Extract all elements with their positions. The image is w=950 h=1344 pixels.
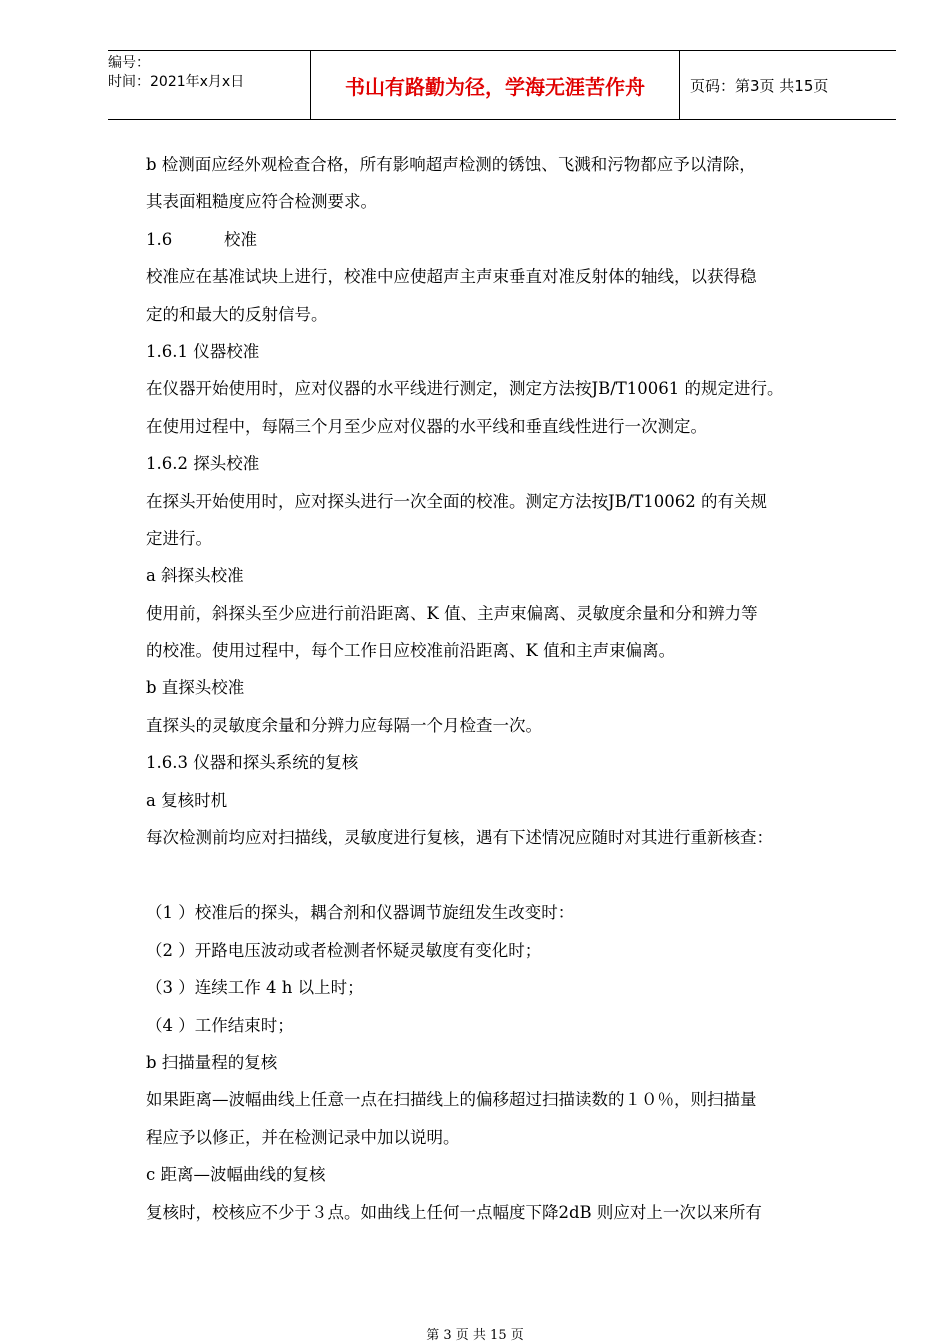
paragraph-line: 的校准。使用过程中，每个工作日应校准前沿距离、K 值和主声束偏离。 [146, 641, 676, 661]
section-title: 校准 [224, 229, 257, 249]
paragraph-line: 复核时，校核应不少于３点。如曲线上任何一点幅度下降2dB 则应对上一次以来所有 [146, 1202, 762, 1222]
time-label: 时间：2021年x月x日 [108, 74, 245, 90]
section-heading-1-6 [146, 221, 886, 258]
blank-line [146, 856, 886, 894]
number-label: 编号： [108, 55, 150, 71]
header-page-info: 页码：第3页 共15页 [690, 76, 829, 95]
paragraph-line: 其表面粗糙度应符合检测要求。 [146, 192, 377, 212]
paragraph-line: 在探头开始使用时，应对探头进行一次全面的校准。测定方法按JB/T10062 的有关规 [146, 491, 768, 511]
paragraph-line: 在使用过程中，每隔三个月至少应对仪器的水平线和垂直线性进行一次测定。 [146, 416, 707, 436]
paragraph-line: 程应予以修正，并在检测记录中加以说明。 [146, 1127, 460, 1147]
list-item: （3 ）连续工作 4 h 以上时； [146, 978, 364, 998]
paragraph-line: 直探头的灵敏度余量和分辨力应每隔一个月检查一次。 [146, 715, 542, 735]
paragraph-line: 每次检测前均应对扫描线，灵敏度进行复核，遇有下述情况应随时对其进行重新核查： [146, 828, 773, 848]
document-body [146, 146, 886, 1231]
section-number: 1.6 [146, 229, 173, 249]
paragraph-line: 使用前，斜探头至少应进行前沿距离、K 值、主声束偏离、灵敏度余量和分和辨力等 [146, 603, 758, 623]
document-header [108, 50, 896, 120]
list-item: （1 ）校准后的探头，耦合剂和仪器调节旋纽发生改变时： [146, 903, 575, 923]
list-item: （2 ）开路电压波动或者检测者怀疑灵敏度有变化时； [146, 940, 542, 960]
paragraph-line: 定进行。 [146, 528, 212, 548]
section-heading-1-6-3: 1.6.3 仪器和探头系统的复核 [146, 753, 359, 773]
section-heading-1-6-1: 1.6.1 仪器校准 [146, 341, 260, 361]
header-motto: 书山有路勤为径，学海无涯苦作舟 [310, 51, 680, 119]
paragraph-line: 如果距离—波幅曲线上任意一点在扫描线上的偏移超过扫描读数的１０％，则扫描量 [146, 1090, 757, 1110]
paragraph-line: 定的和最大的反射信号。 [146, 304, 328, 324]
subheading: a 复核时机 [146, 790, 228, 810]
subheading: b 直探头校准 [146, 678, 245, 698]
section-heading-1-6-2: 1.6.2 探头校准 [146, 454, 260, 474]
paragraph-line: 校准应在基准试块上进行，校准中应使超声主声束垂直对准反射体的轴线，以获得稳 [146, 267, 757, 287]
paragraph-line: 在仪器开始使用时，应对仪器的水平线进行测定，测定方法按JB/T10061 的规定进行。 [146, 379, 784, 399]
subheading: a 斜探头校准 [146, 566, 244, 586]
subheading: b 扫描量程的复核 [146, 1052, 278, 1072]
list-item: （4 ）工作结束时； [146, 1015, 294, 1035]
subheading: c 距离—波幅曲线的复核 [146, 1165, 326, 1185]
paragraph-line: b 检测面应经外观检查合格，所有影响超声检测的锈蚀、飞溅和污物都应予以清除， [146, 155, 756, 174]
header-meta [108, 51, 310, 119]
page-footer: 第 3 页 共 15 页 [426, 1328, 524, 1343]
